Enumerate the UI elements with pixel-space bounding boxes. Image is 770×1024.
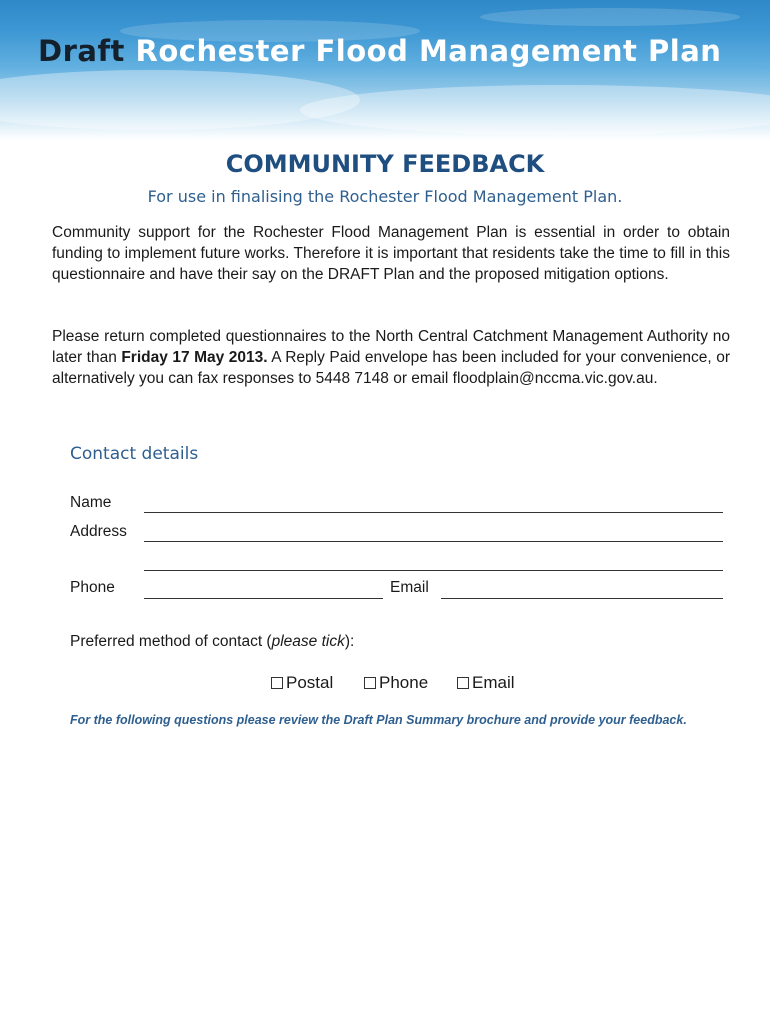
preferred-italic: please tick [271,633,345,650]
wave-decoration [0,70,360,130]
checkbox-phone[interactable] [364,677,376,689]
email-label: Email [390,579,429,596]
address-field-line-1[interactable] [144,541,723,542]
contact-section-title: Contact details [70,444,199,464]
return-text-before: Please return completed questionnaires to the North Central Catchment Management Authority no later than [52,328,730,366]
page-subheading: For use in finalising the Rochester Flood Management Plan. [147,187,623,206]
address-label: Address [70,523,127,540]
checkbox-postal[interactable] [271,677,283,689]
instruction-note: For the following questions please review the Draft Plan Summary brochure and provide your feedback. [70,713,687,727]
return-text-after: A Reply Paid envelope has been included for your convenience, or alternatively you can fax responses to 5448 7148 or email floodplain@nccma.vic.gov.au. [52,349,730,387]
preferred-text-after: ): [344,633,355,650]
page-heading: COMMUNITY FEEDBACK [225,150,545,178]
address-field-line-2[interactable] [144,570,723,571]
email-field[interactable] [441,598,723,599]
header-banner [0,0,770,140]
name-field[interactable] [144,512,723,513]
name-label: Name [70,494,112,511]
option-phone[interactable] [364,673,428,693]
return-paragraph [52,326,730,389]
wave-decoration [480,8,740,26]
banner-title [38,34,721,68]
phone-label: Phone [70,579,115,596]
preferred-contact-prompt [70,633,354,651]
banner-draft-word: Draft [38,34,125,68]
option-postal-label: Postal [286,673,334,692]
option-email-label: Email [472,673,515,692]
option-email[interactable] [457,673,515,693]
option-postal[interactable] [271,673,333,693]
return-deadline: Friday 17 May 2013. [121,349,268,366]
option-phone-label: Phone [379,673,429,692]
phone-field[interactable] [144,598,383,599]
checkbox-email[interactable] [457,677,469,689]
intro-paragraph: Community support for the Rochester Flood Management Plan is essential in order to obtain funding to implement future works. Therefore it is important that residents take the time to fill in this questionnaire and have their say on the DRAFT Plan and the proposed mitigation options. [52,224,730,283]
preferred-text-before: Preferred method of contact ( [70,633,272,650]
wave-decoration [300,85,770,135]
banner-title-rest: Rochester Flood Management Plan [135,34,722,68]
